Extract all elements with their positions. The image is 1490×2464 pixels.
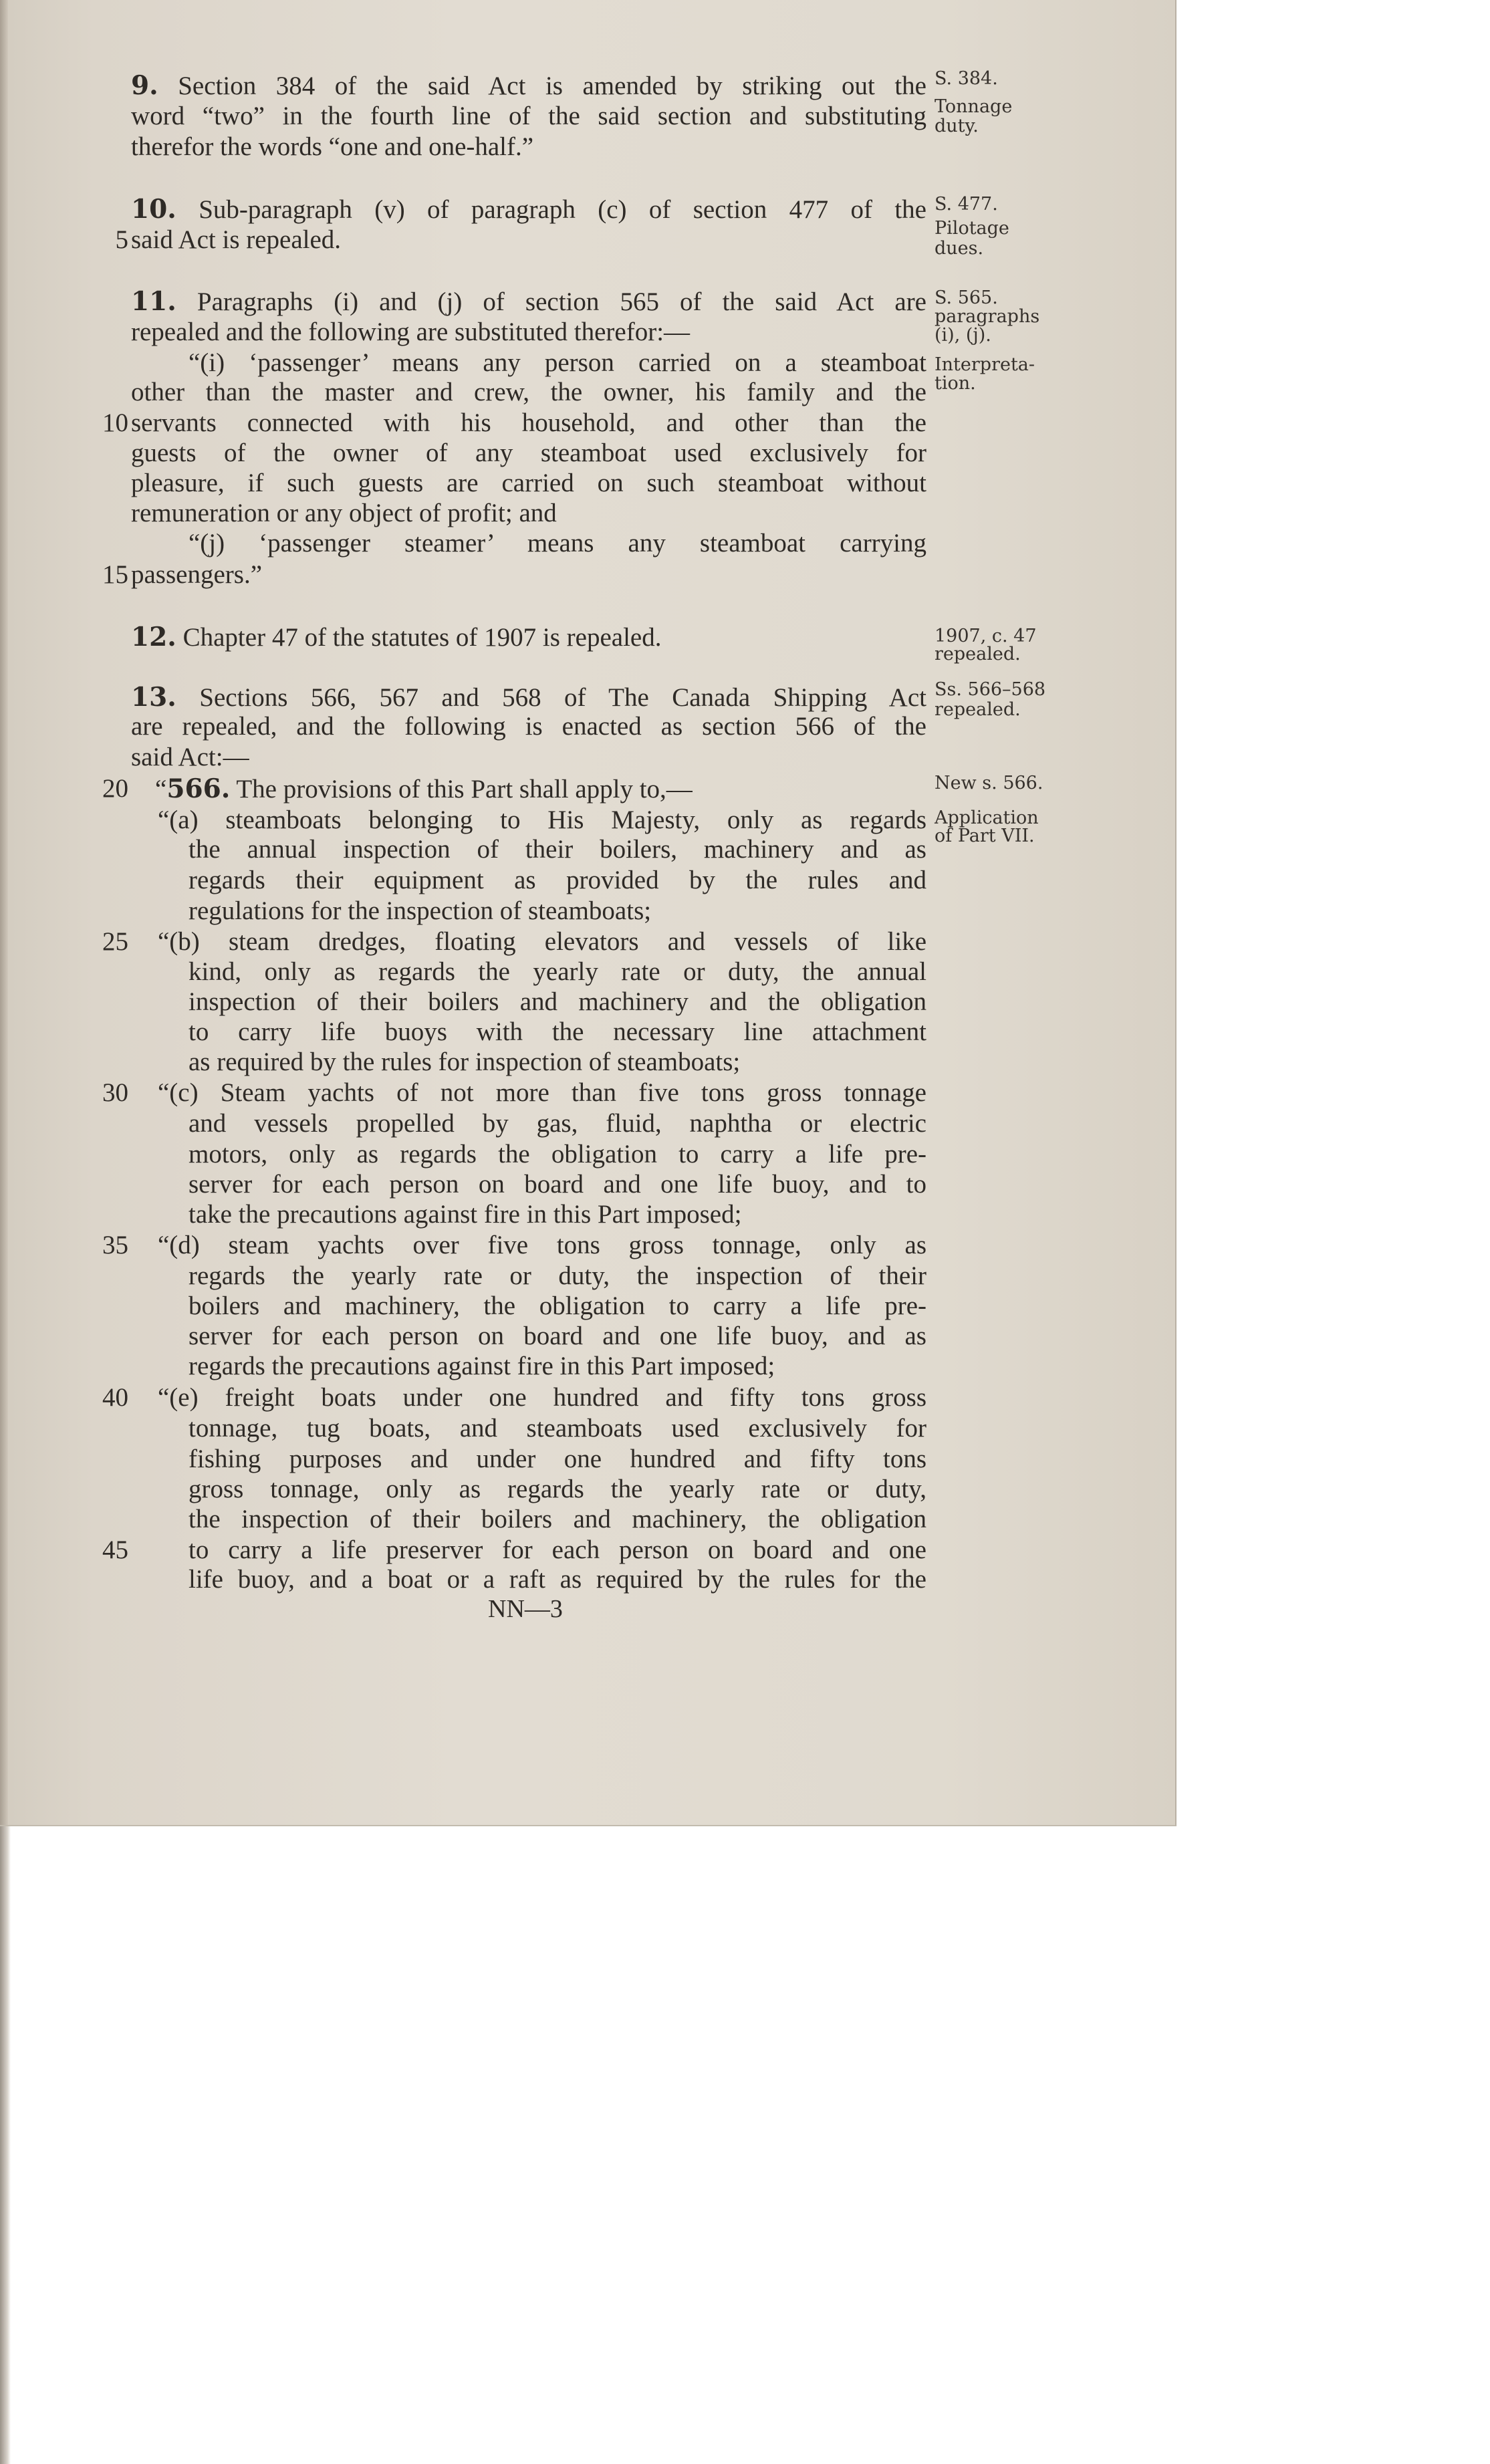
line-number: 40 (102, 1383, 128, 1412)
section-number: 13. (131, 682, 176, 713)
margin-note: S. 477. (935, 194, 998, 215)
margin-note: Tonnage (935, 96, 1013, 117)
text-line: regards their equipment as provided by the rules and (189, 866, 926, 894)
text-line: boilers and machinery, the obligation to carry a life pre- (189, 1291, 926, 1320)
line-number: 25 (102, 927, 128, 956)
text-line: kind, only as regards the yearly rate or duty, the annual (189, 957, 926, 986)
section-number: 10. (131, 194, 176, 225)
text-line: 13. Sections 566, 567 and 568 of The Canada Shipping Act (131, 682, 926, 713)
text-line: word “two” in the fourth line of the said section and substituting (131, 102, 926, 130)
line-number: 35 (102, 1231, 128, 1259)
section-number: 12. (131, 622, 176, 652)
section-number: 11. (131, 286, 176, 317)
margin-note: S. 384. (935, 68, 998, 89)
text-line: as required by the rules for inspection of steamboats; (189, 1048, 741, 1076)
text-line: 10. Sub-paragraph (v) of paragraph (c) of section 477 of the (131, 194, 926, 225)
text-line: gross tonnage, only as regards the yearly rate or duty, (189, 1475, 926, 1503)
line-number: 5 (115, 225, 128, 254)
text-line: and vessels propelled by gas, fluid, naphtha or electric (189, 1109, 926, 1138)
text-line: the annual inspection of their boilers, machinery and as (189, 835, 926, 864)
text-line: “(d) steam yachts over five tons gross tonnage, only as (158, 1231, 926, 1259)
text-line: server for each person on board and one life buoy, and as (189, 1322, 926, 1350)
margin-note: repealed. (935, 644, 1021, 664)
text-line: the inspection of their boilers and machinery, the obligation (189, 1505, 926, 1533)
text-line: to carry a life preserver for each person on board and one (189, 1535, 926, 1564)
text-line: pleasure, if such guests are carried on such steamboat without (131, 469, 926, 497)
text-line: “(e) freight boats under one hundred and fifty tons gross (158, 1383, 926, 1412)
section-number: 566. (166, 773, 231, 804)
line-number: 20 (102, 774, 128, 803)
margin-note: New s. 566. (935, 773, 1043, 793)
text-line: tonnage, tug boats, and steamboats used exclusively for (189, 1414, 926, 1443)
section-number: 9. (131, 70, 158, 101)
text-line: “566. The provisions of this Part shall apply to,— (155, 773, 693, 804)
margin-note: (i), (j). (935, 325, 991, 346)
text-line: server for each person on board and one life buoy, and to (189, 1170, 926, 1199)
text-line: to carry life buoys with the necessary line attachment (189, 1017, 926, 1046)
text-line: repealed and the following are substituted therefor:— (131, 318, 691, 346)
margin-note: Interpreta- (935, 354, 1035, 375)
text-line: 11. Paragraphs (i) and (j) of section 565 of the said Act are (131, 286, 926, 317)
text-line: other than the master and crew, the owner, his family and the (131, 378, 926, 406)
margin-note: paragraphs (935, 306, 1040, 327)
margin-note: 1907, c. 47 (935, 626, 1037, 646)
text-line: take the precautions against fire in this Part imposed; (189, 1200, 742, 1229)
text-line: “(j) ‘passenger steamer’ means any steamboat carrying (189, 529, 926, 558)
margin-note: duty. (935, 116, 979, 136)
text-line: inspection of their boilers and machinery and the obligation (189, 987, 926, 1016)
margin-note: Pilotage (935, 218, 1009, 239)
margin-note: dues. (935, 238, 984, 259)
margin-note: tion. (935, 373, 976, 394)
text-line: servants connected with his household, and other than the (131, 408, 926, 437)
text-line: regards the yearly rate or duty, the inspection of their (189, 1261, 926, 1290)
text-line: regards the precautions against fire in this Part imposed; (189, 1352, 775, 1380)
text-line: guests of the owner of any steamboat used exclusively for (131, 439, 926, 467)
line-number: 30 (102, 1078, 128, 1107)
text-line: 9. Section 384 of the said Act is amended by striking out the (131, 70, 926, 101)
line-number: 45 (102, 1535, 128, 1564)
text-line: motors, only as regards the obligation to carry a life pre- (189, 1140, 926, 1168)
text-line: said Act:— (131, 743, 249, 771)
text-line: said Act is repealed. (131, 225, 342, 254)
line-number: 15 (102, 560, 128, 589)
signature-mark: NN—3 (488, 1595, 563, 1623)
margin-note: Ss. 566–568 (935, 679, 1046, 700)
text-line: “(a) steamboats belonging to His Majesty, only as regards (158, 806, 926, 834)
scan-edge (0, 1826, 11, 2464)
text-line: life buoy, and a boat or a raft as required by the rules for the (189, 1565, 926, 1594)
text-line: regulations for the inspection of steamboats; (189, 896, 652, 925)
text-line: “(i) ‘passenger’ means any person carried on a steamboat (189, 348, 926, 377)
margin-note: of Part VII. (935, 826, 1035, 846)
text-line: “(c) Steam yachts of not more than five tons gross tonnage (158, 1078, 926, 1107)
margin-note: Application (935, 808, 1039, 828)
margin-note: S. 565. (935, 287, 998, 308)
text-line: fishing purposes and under one hundred and fifty tons (189, 1445, 926, 1473)
margin-note: repealed. (935, 699, 1021, 720)
text-line: are repealed, and the following is enacted as section 566 of the (131, 712, 926, 741)
text-line: passengers.” (131, 560, 263, 589)
text-line: therefor the words “one and one-half.” (131, 132, 534, 161)
text-line: remuneration or any object of profit; and (131, 499, 557, 527)
text-line: “(b) steam dredges, floating elevators and vessels of like (158, 927, 926, 956)
line-number: 10 (102, 408, 128, 437)
text-line: 12. Chapter 47 of the statutes of 1907 is repealed. (131, 622, 662, 652)
